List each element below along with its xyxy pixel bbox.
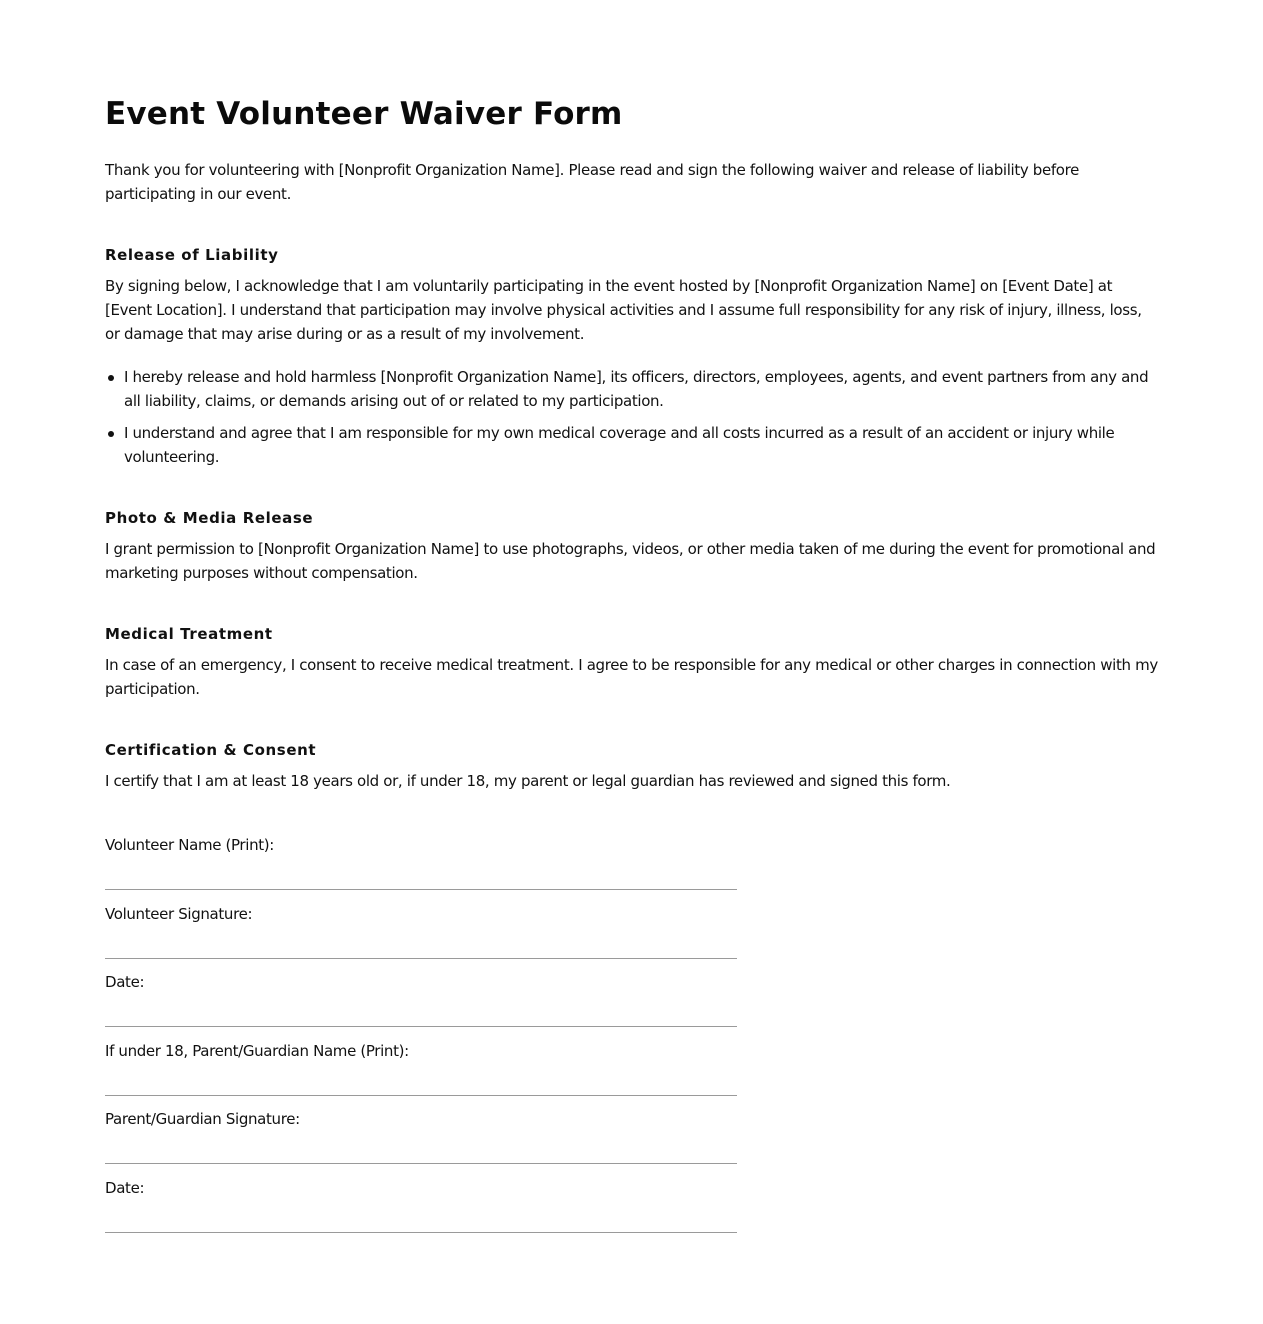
section-certification-consent [105,741,1158,793]
section-heading: Medical Treatment [105,625,273,643]
list-item-text: I understand and agree that I am responsible for my own medical coverage and all costs incurred as a result of an accident or injury while volunteering. [124,424,1115,466]
volunteer-date-field[interactable] [105,970,737,1039]
field-label: If under 18, Parent/Guardian Name (Print): [105,1041,409,1060]
field-label: Date: [105,973,145,991]
intro-paragraph: Thank you for volunteering with [Nonprofit Organization Name]. Please read and sign the following waiver and release of liability before participating in our event. [105,161,1079,203]
section-heading: Release of Liability [105,246,279,264]
signature-line[interactable] [105,1163,737,1164]
field-label: Volunteer Name (Print): [105,836,274,854]
section-heading: Certification & Consent [105,741,317,759]
signature-line[interactable] [105,958,737,959]
signature-line[interactable] [105,1095,737,1096]
volunteer-signature-field[interactable] [105,902,737,971]
list-item-text: I hereby release and hold harmless [Nonprofit Organization Name], its officers, directors, employees, agents, and event partners from any and all liability, claims, or demands arising out of or related to my participation. [124,368,1149,410]
section-body: I certify that I am at least 18 years old or, if under 18, my parent or legal guardian has reviewed and signed this form. [105,772,951,790]
list-item [124,365,1158,413]
signature-line[interactable] [105,1232,737,1233]
page-title: Event Volunteer Waiver Form [105,96,623,132]
field-label: Parent/Guardian Signature: [105,1110,300,1128]
guardian-date-field[interactable] [105,1176,737,1245]
section-body: In case of an emergency, I consent to receive medical treatment. I agree to be responsible for any medical or other charges in connection with my participation. [105,656,1158,698]
field-label: Date: [105,1178,145,1197]
liability-bullet-list [105,365,1158,469]
section-body: By signing below, I acknowledge that I am voluntarily participating in the event hosted by [Nonprofit Organization Name] on [Event Date] at [Event Location]. I understand that participation may involve physical activities and I assume full responsibility for any risk of injury, illness, loss, or damage that may arise during or as a result of my involvement. [105,277,1142,343]
guardian-signature-field[interactable] [105,1107,737,1176]
list-item [124,421,1158,469]
bullet-icon [108,431,114,437]
section-body: I grant permission to [Nonprofit Organization Name] to use photographs, videos, or other media taken of me during the event for promotional and marketing purposes without compensation. [105,540,1156,582]
signature-block [105,833,737,1244]
signature-line[interactable] [105,889,737,890]
section-release-of-liability [105,246,1158,469]
bullet-icon [108,375,114,381]
section-medical-treatment [105,625,1158,701]
field-label: Volunteer Signature: [105,904,253,923]
section-photo-media-release [105,509,1158,585]
section-heading: Photo & Media Release [105,509,314,527]
signature-line[interactable] [105,1026,737,1027]
guardian-name-field[interactable] [105,1039,737,1108]
volunteer-name-field[interactable] [105,833,737,902]
